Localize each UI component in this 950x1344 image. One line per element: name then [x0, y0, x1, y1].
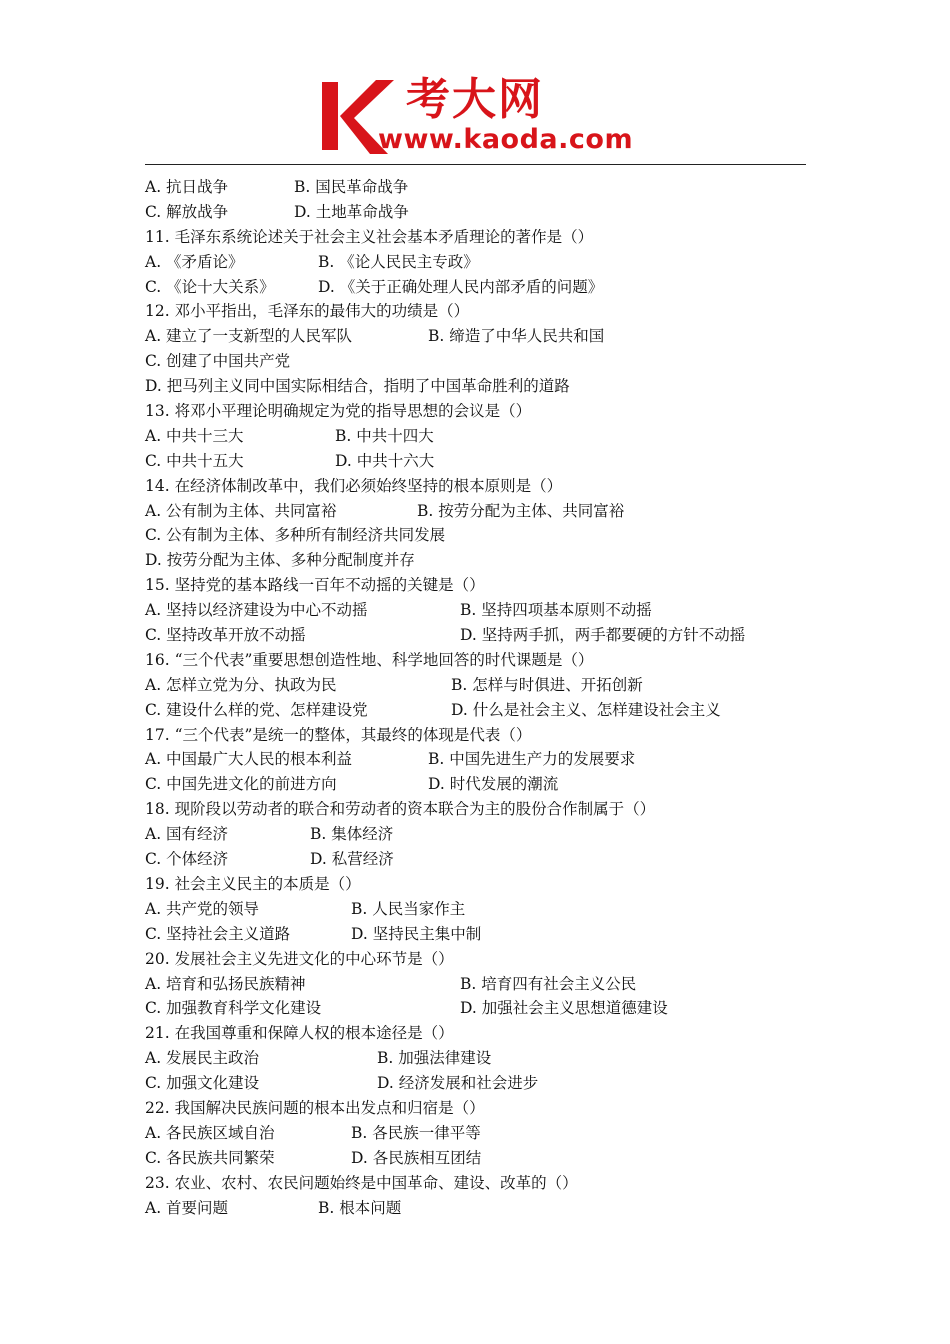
line-text: C. 公有制为主体、多种所有制经济共同发展 — [145, 526, 446, 545]
line-text: C. 《论十大关系》 — [145, 277, 275, 296]
line-text: A. 建立了一支新型的人民军队 — [145, 327, 353, 346]
line-text: A. 《矛盾论》 — [145, 252, 244, 271]
text-line — [145, 523, 825, 548]
text-line — [145, 1021, 825, 1046]
option-text: D. 私营经济 — [310, 850, 394, 869]
line-text: 14. 在经济体制改革中，我们必须始终坚持的根本原则是（） — [145, 476, 563, 495]
line-text: A. 首要问题 — [145, 1198, 229, 1217]
text-line — [145, 449, 825, 474]
text-line — [145, 349, 825, 374]
text-line — [145, 673, 825, 698]
text-line — [145, 847, 825, 872]
text-line — [145, 723, 825, 748]
option-text: B. 国民革命战争 — [294, 178, 409, 196]
text-line — [145, 872, 825, 897]
option-text: B. 中共十四大 — [335, 426, 434, 445]
text-line — [145, 747, 825, 772]
text-line — [145, 573, 825, 598]
line-text: C. 建设什么样的党、怎样建设党 — [145, 700, 368, 719]
logo-url: www.kaoda.com — [378, 124, 634, 155]
option-text: D. 各民族相互团结 — [351, 1148, 482, 1167]
text-line — [145, 922, 825, 947]
text-line — [145, 499, 825, 524]
text-line — [145, 175, 825, 200]
text-line — [145, 1096, 825, 1121]
text-line — [145, 299, 825, 324]
line-text: A. 抗日战争 — [145, 178, 229, 196]
line-text: 22. 我国解决民族问题的根本出发点和归宿是（） — [145, 1098, 485, 1117]
line-text: C. 个体经济 — [145, 850, 229, 869]
line-text: A. 中国最广大人民的根本利益 — [145, 750, 353, 769]
option-text: D. 时代发展的潮流 — [428, 775, 559, 794]
option-text: D. 《关于正确处理人民内部矛盾的问题》 — [318, 277, 604, 296]
option-text: D. 坚持两手抓，两手都要硬的方针不动摇 — [460, 626, 746, 645]
text-line — [145, 324, 825, 349]
header-divider — [145, 164, 806, 165]
option-text: B. 中国先进生产力的发展要求 — [428, 750, 636, 769]
line-text: 20. 发展社会主义先进文化的中心环节是（） — [145, 949, 454, 968]
option-text: B. 怎样与时俱进、开拓创新 — [451, 675, 643, 694]
logo-title: 考大网 — [406, 74, 544, 125]
line-text: C. 创建了中国共产党 — [145, 352, 291, 371]
line-text: 11. 毛泽东系统论述关于社会主义社会基本矛盾理论的著作是（） — [145, 227, 594, 246]
text-line — [145, 1171, 825, 1196]
line-text: D. 把马列主义同中国实际相结合，指明了中国革命胜利的道路 — [145, 377, 570, 396]
line-text: 15. 坚持党的基本路线一百年不动摇的关键是（） — [145, 576, 485, 595]
kaoda-logo — [318, 74, 648, 160]
line-text: A. 各民族区域自治 — [145, 1123, 275, 1142]
text-line — [145, 424, 825, 449]
text-line — [145, 598, 825, 623]
text-line — [145, 648, 825, 673]
line-text: 18. 现阶段以劳动者的联合和劳动者的资本联合为主的股份合作制属于（） — [145, 800, 656, 819]
line-text: 17. “三个代表”是统一的整体，其最终的体现是代表（） — [145, 725, 532, 744]
line-text: A. 发展民主政治 — [145, 1049, 260, 1068]
text-line — [145, 1196, 825, 1221]
text-line — [145, 1121, 825, 1146]
line-text: C. 坚持改革开放不动摇 — [145, 626, 306, 645]
option-text: B. 缔造了中华人民共和国 — [428, 327, 605, 346]
option-text: B. 《论人民民主专政》 — [318, 252, 479, 271]
line-text: C. 各民族共同繁荣 — [145, 1148, 275, 1167]
option-text: D. 什么是社会主义、怎样建设社会主义 — [451, 700, 721, 719]
text-line — [145, 1046, 825, 1071]
line-text: A. 培育和弘扬民族精神 — [145, 974, 306, 993]
text-line — [145, 250, 825, 275]
option-text: B. 人民当家作主 — [351, 899, 466, 918]
line-text: A. 坚持以经济建设为中心不动摇 — [145, 601, 368, 620]
text-line — [145, 797, 825, 822]
line-text: C. 加强教育科学文化建设 — [145, 999, 322, 1018]
text-line — [145, 374, 825, 399]
line-text: 21. 在我国尊重和保障人权的根本途径是（） — [145, 1024, 454, 1043]
text-line — [145, 947, 825, 972]
line-text: C. 解放战争 — [145, 202, 229, 221]
text-line — [145, 972, 825, 997]
line-text: 16. “三个代表”重要思想创造性地、科学地回答的时代课题是（） — [145, 650, 594, 669]
text-line — [145, 1071, 825, 1096]
line-text: A. 怎样立党为分、执政为民 — [145, 675, 337, 694]
line-text: 13. 将邓小平理论明确规定为党的指导思想的会议是（） — [145, 402, 532, 421]
line-text: A. 中共十三大 — [145, 426, 244, 445]
text-line — [145, 275, 825, 300]
text-line — [145, 399, 825, 424]
line-text: C. 加强文化建设 — [145, 1074, 260, 1093]
line-text: A. 共产党的领导 — [145, 899, 260, 918]
text-line — [145, 897, 825, 922]
text-line — [145, 225, 825, 250]
option-text: D. 土地革命战争 — [294, 202, 409, 221]
text-line — [145, 772, 825, 797]
line-text: A. 公有制为主体、共同富裕 — [145, 501, 337, 520]
option-text: D. 中共十六大 — [335, 451, 435, 470]
option-text: D. 加强社会主义思想道德建设 — [460, 999, 668, 1018]
option-text: B. 集体经济 — [310, 825, 394, 844]
option-text: B. 坚持四项基本原则不动摇 — [460, 601, 652, 620]
text-line — [145, 698, 825, 723]
line-text: D. 按劳分配为主体、多种分配制度并存 — [145, 551, 415, 570]
text-line — [145, 1146, 825, 1171]
line-text: A. 国有经济 — [145, 825, 229, 844]
question-body — [145, 175, 825, 1220]
line-text: C. 中国先进文化的前进方向 — [145, 775, 337, 794]
line-text: 12. 邓小平指出，毛泽东的最伟大的功绩是（） — [145, 302, 470, 321]
line-text: C. 中共十五大 — [145, 451, 244, 470]
option-text: D. 经济发展和社会进步 — [377, 1074, 539, 1093]
line-text: 23. 农业、农村、农民问题始终是中国革命、建设、改革的（） — [145, 1173, 578, 1192]
option-text: B. 培育四有社会主义公民 — [460, 974, 637, 993]
text-line — [145, 822, 825, 847]
text-line — [145, 200, 825, 225]
text-line — [145, 623, 825, 648]
text-line — [145, 548, 825, 573]
option-text: B. 加强法律建设 — [377, 1049, 492, 1068]
option-text: B. 按劳分配为主体、共同富裕 — [417, 501, 625, 520]
option-text: D. 坚持民主集中制 — [351, 924, 482, 943]
line-text: 19. 社会主义民主的本质是（） — [145, 874, 361, 893]
option-text: B. 根本问题 — [318, 1198, 402, 1217]
option-text: B. 各民族一律平等 — [351, 1123, 481, 1142]
text-line — [145, 996, 825, 1021]
line-text: C. 坚持社会主义道路 — [145, 924, 291, 943]
text-line — [145, 474, 825, 499]
